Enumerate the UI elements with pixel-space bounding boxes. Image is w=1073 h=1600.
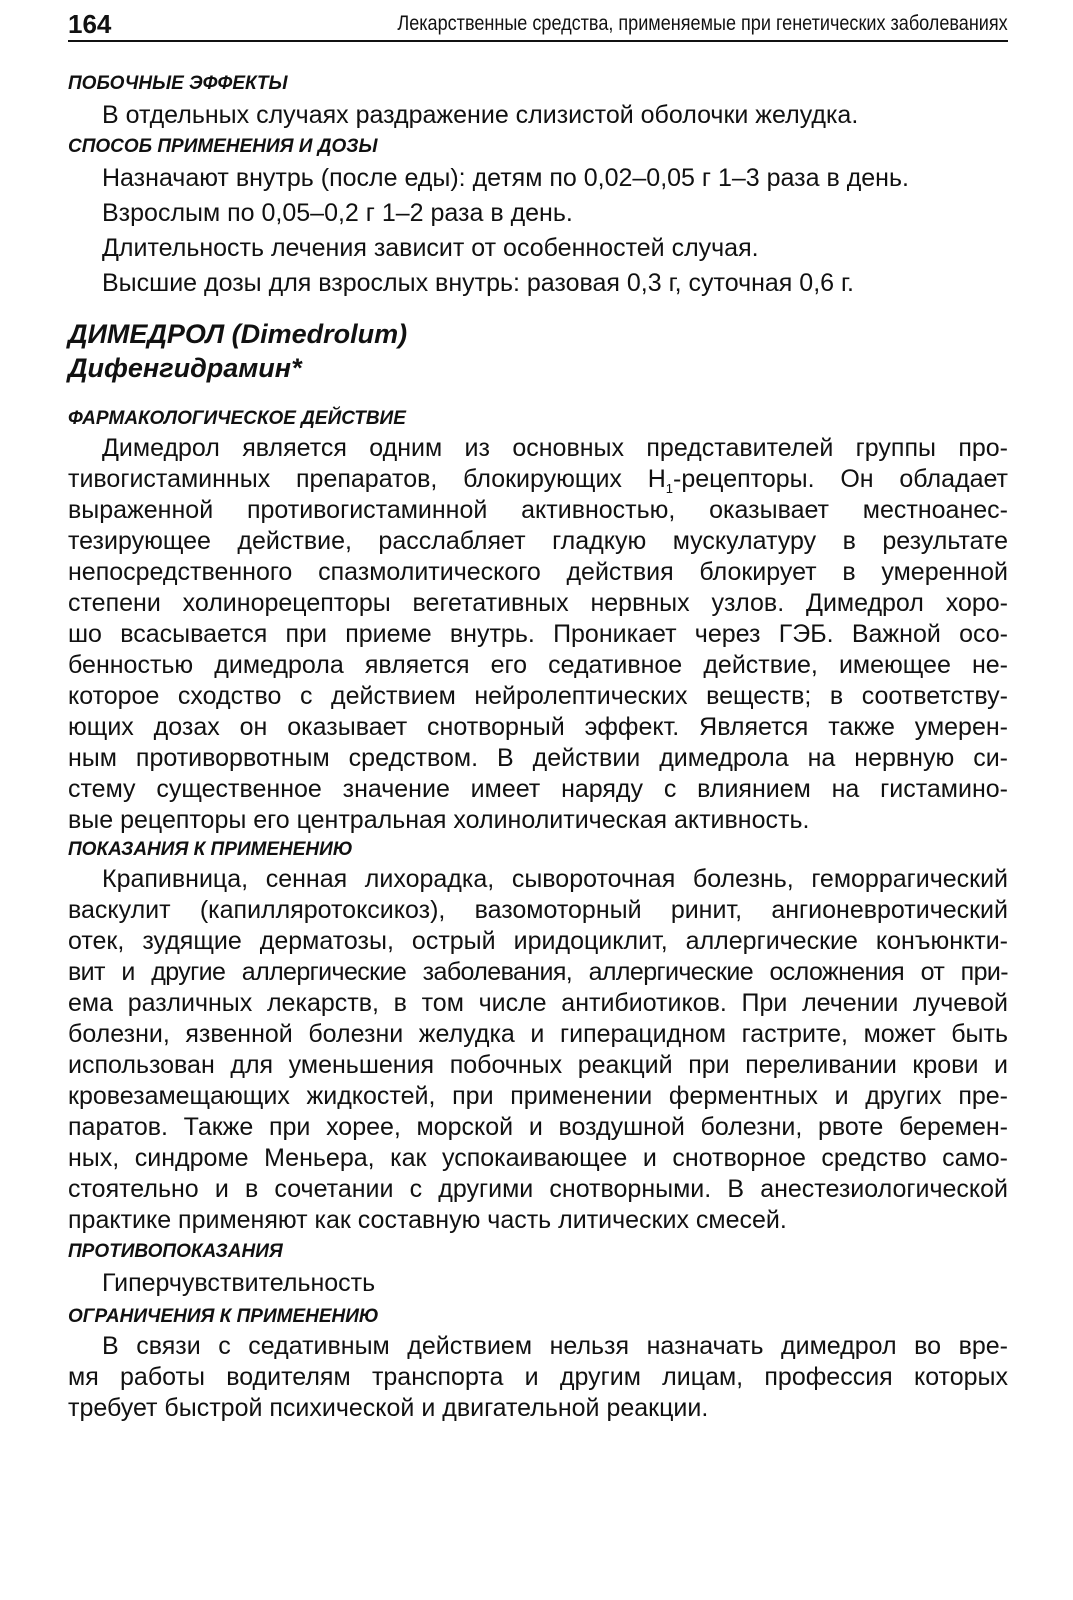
paragraph-line: непосредственного спазмолитического действия блокирует в умеренной — [68, 558, 1008, 586]
paragraph-line: кровезамещающих жидкостей, при применении ферментных и других пре- — [68, 1082, 1008, 1110]
restrictions-heading: ОГРАНИЧЕНИЯ К ПРИМЕНЕНИЮ — [68, 1306, 379, 1327]
dosage-line: Длительность лечения зависит от особенностей случая. — [102, 234, 759, 262]
indications-heading: ПОКАЗАНИЯ К ПРИМЕНЕНИЮ — [68, 839, 353, 860]
paragraph-line: васкулит (капилляротоксикоз), вазомоторный ринит, ангионевротический — [68, 896, 1008, 924]
paragraph-line: выраженной противогистаминной активностью, оказывает местноанес- — [68, 496, 1008, 524]
pharmacology-heading: ФАРМАКОЛОГИЧЕСКОЕ ДЕЙСТВИЕ — [68, 408, 406, 429]
paragraph-line: болезни, язвенной болезни желудка и гиперацидном гастрите, может быть — [68, 1020, 1008, 1048]
paragraph-line: ющих дозах он оказывает снотворный эффект. Является также умерен- — [68, 713, 1008, 741]
dosage-line: Высшие дозы для взрослых внутрь: разовая 0,3 г, суточная 0,6 г. — [102, 269, 855, 297]
paragraph-line: шо всасывается при приеме внутрь. Проникает через ГЭБ. Важной осо- — [68, 620, 1008, 648]
section-pharmacology — [68, 407, 1008, 836]
paragraph-line: ных, синдроме Меньера, как успокаивающее и снотворное средство само- — [68, 1144, 1008, 1172]
paragraph-line: Крапивница, сенная лихорадка, сывороточная болезнь, геморрагический — [102, 865, 1008, 893]
paragraph-line: бенностью димедрола является его седативное действие, имеющее не- — [68, 651, 1008, 679]
dosage-line: Назначают внутрь (после еды): детям по 0,02–0,05 г 1–3 раза в день. — [102, 164, 909, 192]
contraindications-heading: ПРОТИВОПОКАЗАНИЯ — [68, 1241, 283, 1262]
paragraph-line: мя работы водителям транспорта и другим лицам, профессия которых — [68, 1363, 1008, 1391]
paragraph-line: паратов. Также при хорее, морской и воздушной болезни, рвоте беремен- — [68, 1113, 1008, 1141]
paragraph-line: ным противорвотным средством. В действии димедрола на нервную си- — [68, 744, 1008, 772]
section-dosage — [68, 135, 1008, 299]
paragraph-line: В связи с седативным действием нельзя назначать димедрол во вре- — [102, 1332, 1008, 1360]
paragraph-line: использован для уменьшения побочных реакций при переливании крови и — [68, 1051, 1008, 1079]
indications-paragraph — [68, 864, 1008, 1236]
drug-title-block — [68, 317, 1008, 385]
page-number: 164 — [68, 9, 112, 39]
line-text: -рецепторы. Он обладает — [673, 465, 1008, 493]
subscript: 1 — [665, 481, 674, 496]
drug-subtitle: Дифенгидрамин* — [68, 353, 302, 383]
paragraph-line: ема различных лекарств, в том числе антибиотиков. При лечении лучевой — [68, 989, 1008, 1017]
paragraph-line: Димедрол является одним из основных представителей группы про- — [102, 434, 1008, 462]
side-effects-text: В отдельных случаях раздражение слизистой оболочки желудка. — [102, 101, 859, 129]
paragraph-line: тезирующее действие, расслабляет гладкую мускулатуру в результате — [68, 527, 1008, 555]
paragraph-line: которое сходство с действием нейролептических веществ; в соответству- — [68, 682, 1008, 710]
contraindications-text: Гиперчувствительность — [102, 1269, 376, 1297]
side-effects-heading: ПОБОЧНЫЕ ЭФФЕКТЫ — [68, 73, 288, 94]
paragraph-line: степени холинорецепторы вегетативных нервных узлов. Димедрол хоро- — [68, 589, 1008, 617]
header-rule — [68, 40, 1008, 42]
page-header — [68, 6, 1008, 39]
page-content — [68, 72, 1008, 1424]
paragraph-line: вые рецепторы его центральная холинолитическая активность. — [68, 806, 810, 834]
dosage-line: Взрослым по 0,05–0,2 г 1–2 раза в день. — [102, 199, 573, 227]
restrictions-paragraph — [68, 1331, 1008, 1424]
pharmacology-paragraph — [68, 433, 1008, 836]
paragraph-line: требует быстрой психической и двигательной реакции. — [68, 1394, 709, 1422]
paragraph-line: стоятельно и в сочетании с другими снотворными. В анестезиологической — [68, 1175, 1008, 1203]
paragraph-line: практике применяют как составную часть литических смесей. — [68, 1206, 787, 1234]
drug-title: ДИМЕДРОЛ (Dimedrolum) — [68, 319, 408, 349]
paragraph-line — [68, 464, 1008, 495]
line-text: тивогистаминных препаратов, блокирующих Н — [68, 465, 666, 493]
dosage-heading: СПОСОБ ПРИМЕНЕНИЯ И ДОЗЫ — [68, 136, 378, 157]
running-title: Лекарственные средства, применяемые при генетических заболеваниях — [397, 12, 1008, 35]
paragraph-line: стему существенное значение имеет наряду с влиянием на гистамино- — [68, 775, 1008, 803]
section-indications — [68, 838, 1008, 1236]
paragraph-line: вит и другие аллергические заболевания, аллергические осложнения от при- — [68, 958, 1008, 986]
section-restrictions — [68, 1305, 1008, 1424]
section-contraindications — [68, 1240, 1008, 1299]
section-side-effects — [68, 72, 1008, 131]
paragraph-line: отек, зудящие дерматозы, острый иридоциклит, аллергические конъюнкти- — [68, 927, 1008, 955]
